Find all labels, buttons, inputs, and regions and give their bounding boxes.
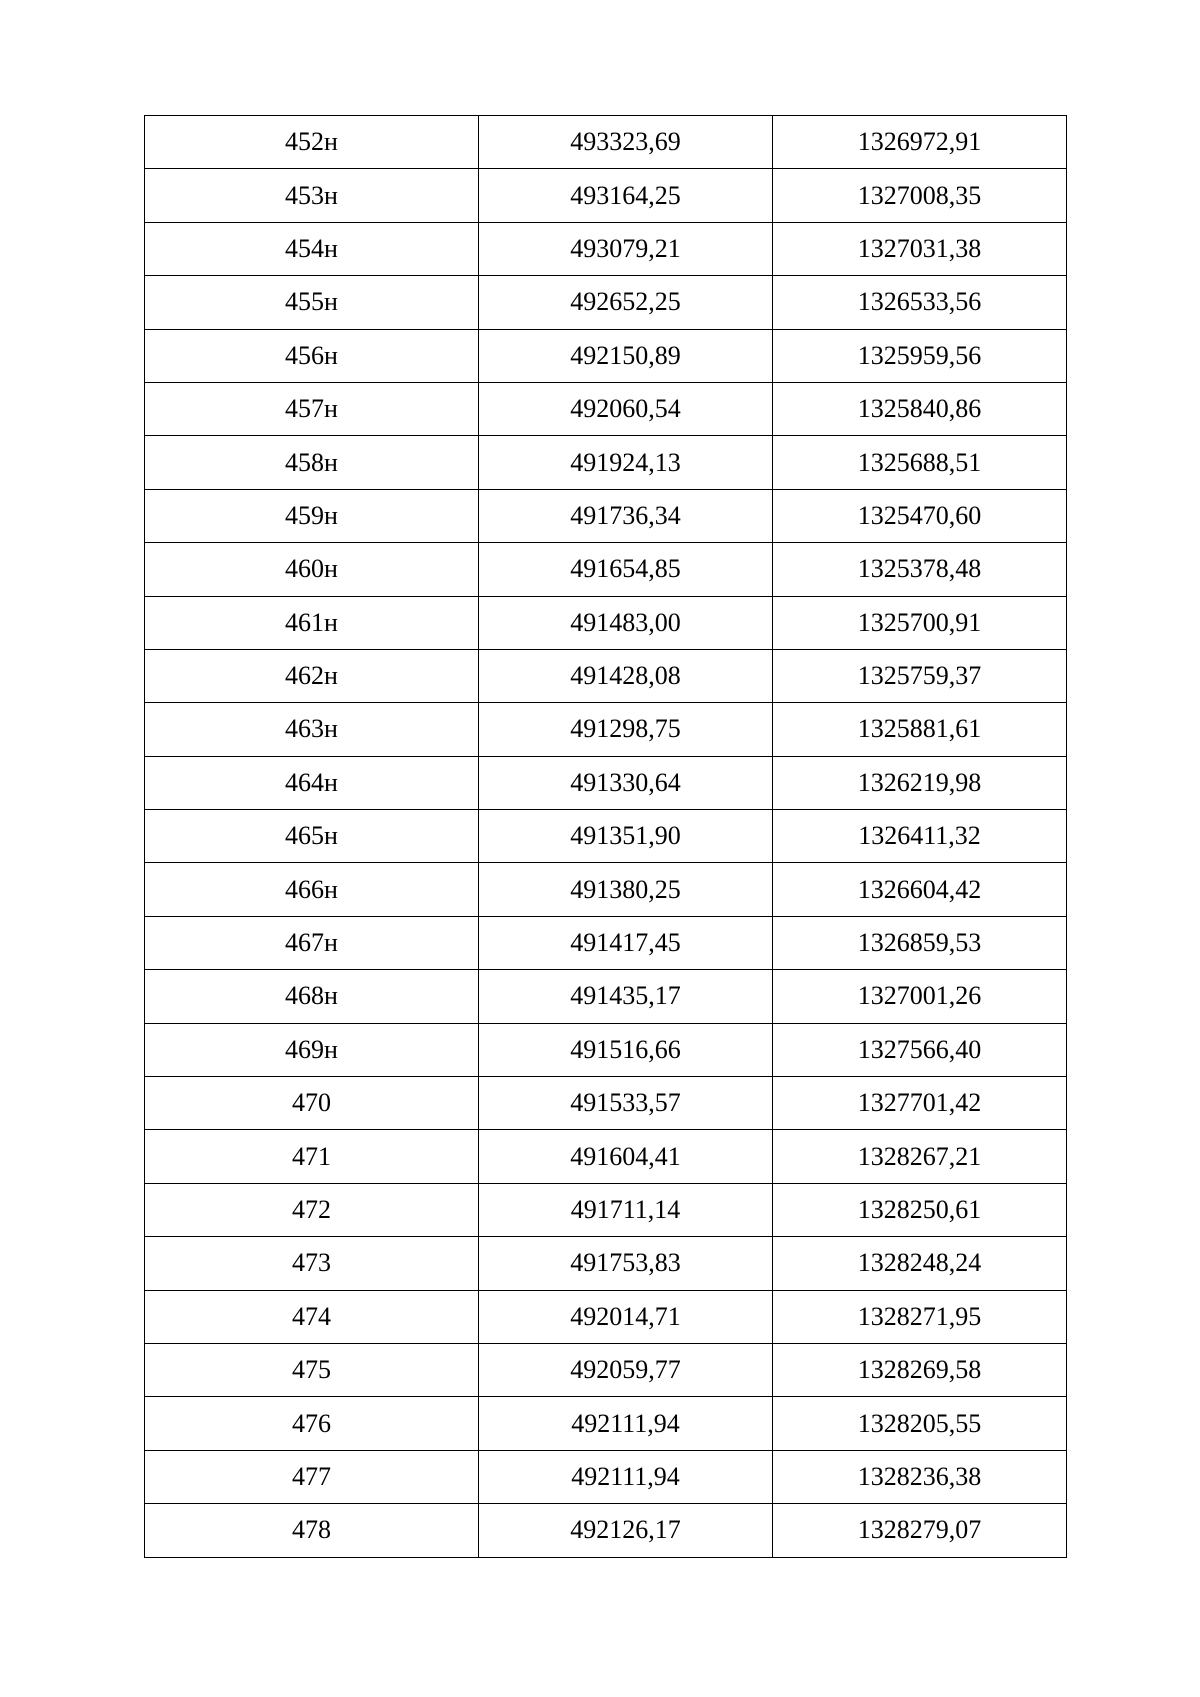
point-number-cell: 464н [145,756,479,809]
y-coordinate-cell: 1326411,32 [773,810,1067,863]
y-coordinate-cell: 1326859,53 [773,916,1067,969]
point-number-cell: 470 [145,1077,479,1130]
x-coordinate-cell: 491924,13 [479,436,773,489]
x-coordinate-cell: 491330,64 [479,756,773,809]
point-number-cell: 476 [145,1397,479,1450]
point-number-cell: 457н [145,382,479,435]
point-number-cell: 478 [145,1504,479,1557]
x-coordinate-cell: 493079,21 [479,222,773,275]
y-coordinate-cell: 1328250,61 [773,1183,1067,1236]
table-row [145,1450,1067,1503]
table-row [145,329,1067,382]
point-number-cell: 452н [145,116,479,169]
y-coordinate-cell: 1325378,48 [773,543,1067,596]
coordinates-table [144,115,1067,1558]
point-number-cell: 466н [145,863,479,916]
table-row [145,1397,1067,1450]
table-row [145,810,1067,863]
table-row [145,1290,1067,1343]
y-coordinate-cell: 1328279,07 [773,1504,1067,1557]
table-row [145,1023,1067,1076]
table-row [145,276,1067,329]
x-coordinate-cell: 491654,85 [479,543,773,596]
y-coordinate-cell: 1327001,26 [773,970,1067,1023]
y-coordinate-cell: 1328236,38 [773,1450,1067,1503]
x-coordinate-cell: 491753,83 [479,1237,773,1290]
table-row [145,970,1067,1023]
table-row [145,116,1067,169]
x-coordinate-cell: 493164,25 [479,169,773,222]
coordinates-table-body [145,116,1067,1558]
point-number-cell: 459н [145,489,479,542]
table-row [145,756,1067,809]
point-number-cell: 471 [145,1130,479,1183]
point-number-cell: 473 [145,1237,479,1290]
point-number-cell: 474 [145,1290,479,1343]
y-coordinate-cell: 1328205,55 [773,1397,1067,1450]
table-row [145,916,1067,969]
y-coordinate-cell: 1328271,95 [773,1290,1067,1343]
y-coordinate-cell: 1326533,56 [773,276,1067,329]
point-number-cell: 463н [145,703,479,756]
table-row [145,1077,1067,1130]
table-row [145,1343,1067,1396]
y-coordinate-cell: 1328267,21 [773,1130,1067,1183]
x-coordinate-cell: 491417,45 [479,916,773,969]
x-coordinate-cell: 491435,17 [479,970,773,1023]
x-coordinate-cell: 492111,94 [479,1397,773,1450]
point-number-cell: 461н [145,596,479,649]
point-number-cell: 458н [145,436,479,489]
y-coordinate-cell: 1325470,60 [773,489,1067,542]
y-coordinate-cell: 1328269,58 [773,1343,1067,1396]
x-coordinate-cell: 491711,14 [479,1183,773,1236]
x-coordinate-cell: 491533,57 [479,1077,773,1130]
x-coordinate-cell: 491298,75 [479,703,773,756]
x-coordinate-cell: 492111,94 [479,1450,773,1503]
point-number-cell: 472 [145,1183,479,1236]
table-row [145,543,1067,596]
x-coordinate-cell: 491736,34 [479,489,773,542]
point-number-cell: 467н [145,916,479,969]
x-coordinate-cell: 491380,25 [479,863,773,916]
y-coordinate-cell: 1327031,38 [773,222,1067,275]
table-row [145,169,1067,222]
point-number-cell: 460н [145,543,479,596]
x-coordinate-cell: 492059,77 [479,1343,773,1396]
y-coordinate-cell: 1325759,37 [773,649,1067,702]
point-number-cell: 454н [145,222,479,275]
table-row [145,382,1067,435]
point-number-cell: 456н [145,329,479,382]
y-coordinate-cell: 1327701,42 [773,1077,1067,1130]
point-number-cell: 462н [145,649,479,702]
x-coordinate-cell: 492060,54 [479,382,773,435]
y-coordinate-cell: 1326604,42 [773,863,1067,916]
table-row [145,649,1067,702]
x-coordinate-cell: 491428,08 [479,649,773,702]
point-number-cell: 468н [145,970,479,1023]
table-row [145,1183,1067,1236]
point-number-cell: 455н [145,276,479,329]
x-coordinate-cell: 491516,66 [479,1023,773,1076]
point-number-cell: 465н [145,810,479,863]
y-coordinate-cell: 1325700,91 [773,596,1067,649]
table-row [145,1237,1067,1290]
y-coordinate-cell: 1327008,35 [773,169,1067,222]
x-coordinate-cell: 491604,41 [479,1130,773,1183]
x-coordinate-cell: 492014,71 [479,1290,773,1343]
table-row [145,489,1067,542]
y-coordinate-cell: 1325959,56 [773,329,1067,382]
table-row [145,436,1067,489]
x-coordinate-cell: 491351,90 [479,810,773,863]
table-row [145,863,1067,916]
x-coordinate-cell: 492652,25 [479,276,773,329]
table-row [145,1504,1067,1557]
y-coordinate-cell: 1328248,24 [773,1237,1067,1290]
table-row [145,222,1067,275]
table-row [145,1130,1067,1183]
x-coordinate-cell: 492126,17 [479,1504,773,1557]
x-coordinate-cell: 493323,69 [479,116,773,169]
table-row [145,596,1067,649]
y-coordinate-cell: 1325840,86 [773,382,1067,435]
y-coordinate-cell: 1325881,61 [773,703,1067,756]
table-row [145,703,1067,756]
y-coordinate-cell: 1326972,91 [773,116,1067,169]
point-number-cell: 475 [145,1343,479,1396]
y-coordinate-cell: 1327566,40 [773,1023,1067,1076]
x-coordinate-cell: 491483,00 [479,596,773,649]
y-coordinate-cell: 1325688,51 [773,436,1067,489]
x-coordinate-cell: 492150,89 [479,329,773,382]
point-number-cell: 477 [145,1450,479,1503]
point-number-cell: 453н [145,169,479,222]
point-number-cell: 469н [145,1023,479,1076]
y-coordinate-cell: 1326219,98 [773,756,1067,809]
